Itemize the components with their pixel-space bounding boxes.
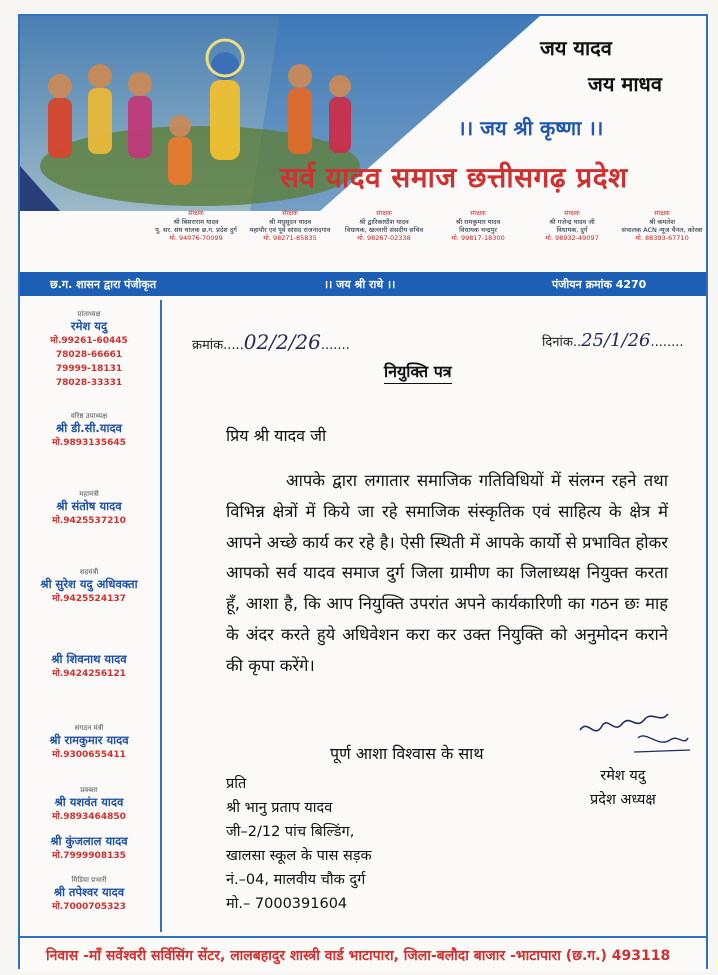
bearer-item: श्री कुंजलाल यादव मो.7999908135 — [50, 834, 128, 861]
patron-item: संरक्षक श्री द्वारिकाधीश यादव विधायक, खल्लारी संसदीय सचिव मो. 98267-02338 — [344, 210, 424, 242]
bearer-item: वरिष्ठ उपाध्यक्ष श्री डी.सी.यादव मो.9893135645 — [52, 412, 126, 448]
footer-address-bar — [20, 936, 706, 972]
footer-address: निवास -माँ सर्वेश्वरी सर्विसिंग सेंटर, लालबहादुर शास्त्री वार्ड भाटापारा, जिला-बलौदा बाजार -भाटापारा (छ.ग.) 493118 — [46, 948, 671, 964]
letter-content — [170, 300, 700, 930]
bearer-item: महामंत्री श्री संतोष यादव मो.9425537210 — [52, 490, 126, 526]
invocation-text: ।। जय श्री कृष्णा ।। — [458, 116, 604, 140]
patron-item: संरक्षक श्री बिसराराम यादव पू. सर. संघ चालक छ.ग. प्रदेश दुर्ग मो. 94076-70099 — [155, 210, 237, 242]
bearer-item: संगठन मंत्री श्री रामकुमार यादव मो.9300655411 — [49, 724, 129, 760]
bearer-item: मिडिया प्रभारी श्री तपेश्वर यादव मो.7000705323 — [52, 876, 126, 912]
slogan-jai-yadav: जय यादव — [540, 36, 612, 60]
band-radhe-text: ।। जय श्री राधे ।। — [324, 278, 396, 291]
patrons-row — [150, 210, 710, 266]
letter-greeting: प्रिय श्री यादव जी — [226, 426, 327, 445]
bearer-item: सहमंत्री श्री सुरेश यदु अधिवक्ता मो.9425524137 — [40, 568, 138, 604]
bearer-item: श्री शिवनाथ यादव मो.9424256121 — [51, 652, 127, 679]
bearer-item: प्रांताध्यक्ष रमेश यदु मो.99261-60445 78028-66661 79999-18131 78028-33331 — [50, 310, 128, 388]
organization-title: सर्व यादव समाज छत्तीसगढ़ प्रदेश — [280, 161, 628, 194]
recipient-address: प्रति श्री भानु प्रताप यादव जी–2/12 पांच बिल्डिंग, खालसा स्कूल के पास सड़क नं.–04, मालवीय चौक दुर्ग मो.– 7000391604 — [226, 776, 372, 912]
band-registration-number: पंजीयन क्रमांक 4270 — [552, 278, 647, 291]
signature-scribble — [574, 700, 694, 760]
registration-band — [20, 272, 706, 296]
letter-closing: पूर्ण आशा विश्वास के साथ — [330, 744, 484, 763]
patron-item: संरक्षक श्री रामकुमार यादव विधायक चन्द्रपुर मो. 99817-18300 — [451, 210, 505, 242]
reference-number: क्रमांक.....02/2/26....... — [192, 330, 350, 354]
letter-body: आपके द्वारा लगातार समाजिक गतिविधियों में संलग्न रहने तथा विभिन्न क्षेत्रों में किये जा रहे समाजिक संस्कृतिक एवं साहित्य के क्षेत्र में आपने अच्छे कार्य कर रहे है। ऐसी स्थिती में आपके कार्यो से प्रभावित होकर आपको सर्व यादव समाज दुर्ग जिला ग्रामीण का जिलाध्यक्ष नियुक्त करता हूँ, आशा है, कि आप नियुक्ति उपरांत अपने कार्यकारिणी का गठन छः माह के अंदर करते हुये अधिवेशन करा कर उक्त नियुक्ति को अनुमोदन कराने की कृपा करेंगे। — [226, 471, 668, 675]
letter-date: दिनांक..25/1/26........ — [542, 330, 684, 351]
slogan-jai-madhav: जय माधव — [588, 72, 662, 96]
patron-item: संरक्षक श्री मधुसूदन यादव महापौर एवं पूर्व सांसद राजनांदगांव मो. 98271-85835 — [249, 210, 331, 242]
patron-item: संरक्षक श्री कमलेश संचालक ACN न्यूज चैनल, कोरबा मो. 88393-67710 — [621, 210, 703, 242]
signatory-block — [590, 764, 656, 812]
bearer-item: प्रवक्ता श्री यशवंत यादव मो.9893464850 — [52, 786, 126, 822]
band-registered-text: छ.ग. शासन द्वारा पंजीकृत — [50, 278, 157, 291]
letter-title: नियुक्ति पत्र — [384, 360, 452, 384]
signatory-title: प्रदेश अध्यक्ष — [590, 792, 656, 808]
office-bearers-sidebar — [20, 300, 162, 932]
signatory-name: रमेश यदु — [600, 768, 646, 784]
patron-item: संरक्षक श्री गजेन्द्र यादव जी विधायक, दुर्ग मो. 98932-49097 — [545, 210, 599, 242]
